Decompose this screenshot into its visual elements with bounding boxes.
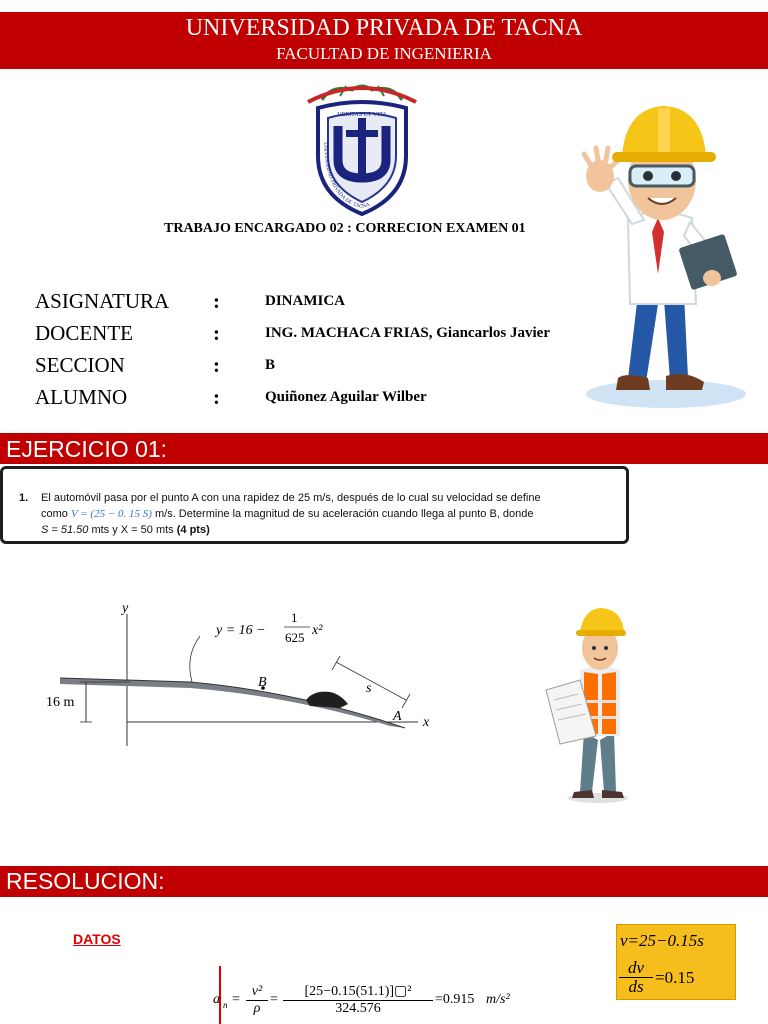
formula-lhs: a [213,992,220,1007]
crest-motto: VERITAS UT VITA [337,112,387,118]
formula-eq-2: = [270,992,278,1007]
formula-eq-1: = [232,992,240,1007]
assignment-title: TRABAJO ENCARGADO 02 : CORRECION EXAMEN 01 [164,221,526,236]
curve-equation-frac-den: 625 [285,630,305,645]
info-value: B [265,357,276,373]
formula-lhs-subscript: n [223,1000,228,1010]
problem-line-3a: S = 51.50 [41,524,89,536]
problem-line-3b: mts y X = 50 mts [88,524,177,536]
problem-number: 1. [19,492,29,504]
info-label: ASIGNATURA [35,289,170,313]
height-label: 16 m [46,695,75,710]
formula-fraction-2 [283,984,433,1017]
info-label: DOCENTE [35,321,133,345]
s-label: s [366,681,372,696]
exercise-section-band [0,433,768,464]
car-icon [306,692,348,708]
info-label: ALUMNO [35,385,128,409]
road-curve [60,678,405,728]
info-value: DINAMICA [265,293,345,309]
info-colon: : [213,385,220,409]
header-band [0,12,768,69]
derivative-value: =0.15 [655,968,695,987]
info-label: SECCION [35,353,125,377]
fraction-1-denominator: ρ [253,1001,261,1016]
curve-equation-lhs: y = 16 − [216,623,266,638]
derivative-numerator: dv [619,959,653,978]
derivative-denominator: ds [628,977,644,996]
problem-statement-box [0,466,629,544]
engineer-blueprint-illustration [540,604,640,804]
faculty-title: FACULTAD DE INGENIERIA [276,44,492,63]
info-colon: : [213,289,220,313]
info-colon: : [213,353,220,377]
road-curve-diagram [40,596,460,756]
problem-statement [19,490,619,538]
problem-line-1: El automóvil pasa por el punto A con una rapidez de 25 m/s, después de lo cual su velocidad se define [41,492,541,504]
problem-line-2b: m/s. Determine la magnitud de su aceleración cuando llega al punto B, donde [151,508,534,520]
info-value: Quiñonez Aguilar Wilber [265,389,427,405]
fraction-1-numerator: v² [246,984,268,1001]
resolution-section-band [0,866,768,897]
x-axis-label: x [423,715,430,730]
problem-points: (4 pts) [176,524,210,536]
info-value: ING. MACHACA FRIAS, Giancarlos Javier [265,325,550,341]
point-b-label: B [258,675,267,690]
curve-equation-frac-num: 1 [291,610,298,625]
engineer-waving-illustration [566,94,746,414]
derivative-fraction [619,959,653,996]
y-axis-label: y [122,601,129,616]
formula-fraction-1 [246,984,268,1017]
velocity-formula: V = (25 − 0. 15 S) [70,508,152,520]
point-a-label: A [393,709,402,724]
university-title: UNIVERSIDAD PRIVADA DE TACNA [185,15,583,41]
resolution-section-title: RESOLUCION: [6,868,165,894]
formula-unit: m/s² [486,992,510,1007]
university-crest-logo [302,78,422,218]
fraction-2-denominator: 324.576 [335,1001,381,1016]
problem-line-2a: como [41,508,71,520]
datos-box [616,924,736,1000]
datos-label: DATOS [73,931,121,947]
curve-equation-tail: x² [312,623,323,638]
velocity-equation: v=25−0.15s [620,931,704,950]
crest-ring-text: UNIVERSIDAD PRIVADA DE TACNA [322,142,371,211]
fraction-2-numerator: [25−0.15(51.1)]▢² [283,984,433,1001]
info-colon: : [213,321,220,345]
formula-result: =0.915 [435,992,475,1007]
exercise-section-title: EJERCICIO 01: [6,436,168,462]
